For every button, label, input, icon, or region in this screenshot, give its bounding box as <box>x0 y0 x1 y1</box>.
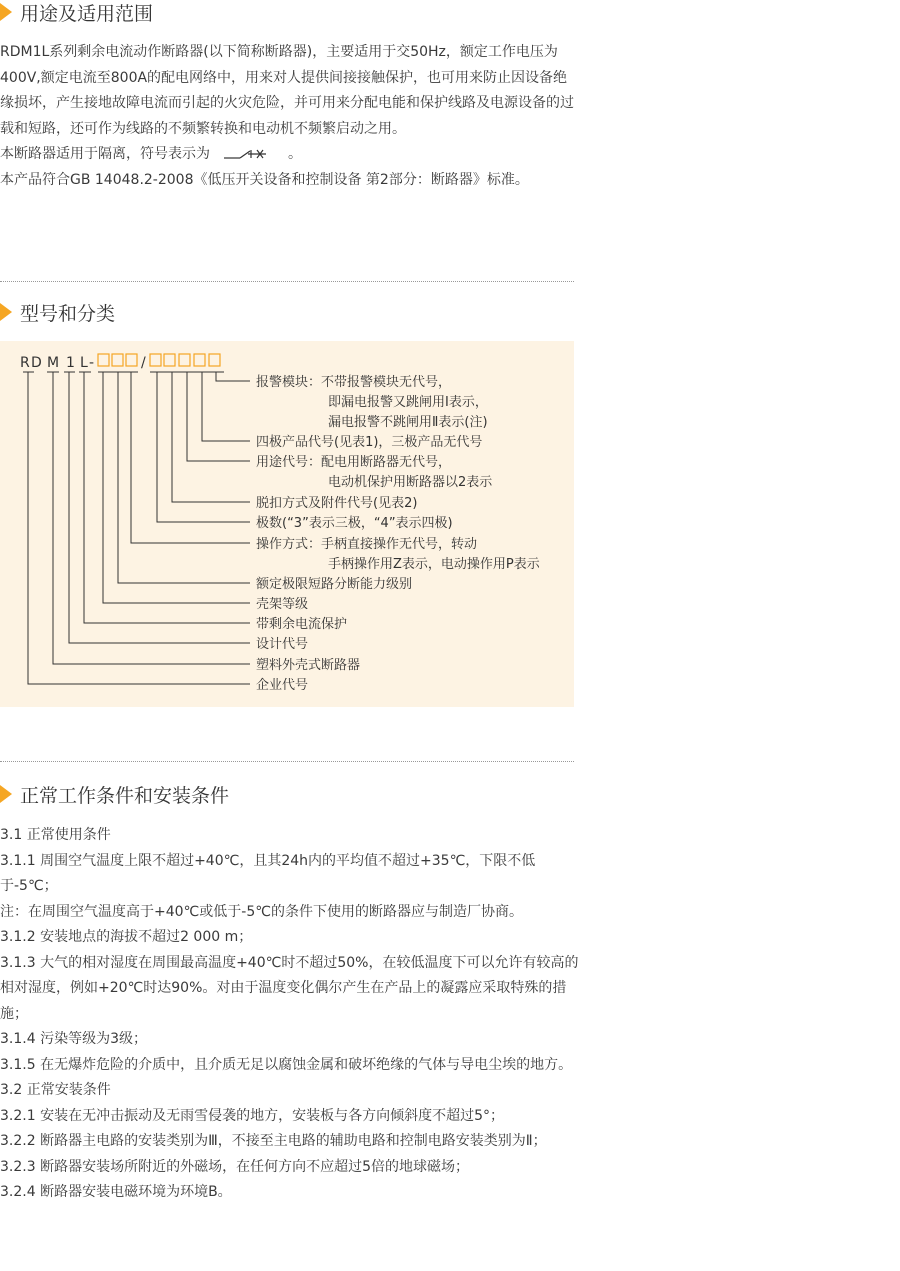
condition-line: 3.1.5 在无爆炸危险的介质中，且介质无足以腐蚀金属和破坏绝缘的气体与导电尘埃的地方。 <box>0 1056 573 1073</box>
label-operation: 操作方式：手柄直接操作无代号，转动 <box>256 537 478 552</box>
code-char-r: R <box>20 355 30 371</box>
scope-text <box>0 40 580 193</box>
scope-paragraph-3: 本产品符合GB 14048.2-2008《低压开关设备和控制设备 第2部分：断路器》标准。 <box>0 171 529 188</box>
condition-line: 注：在周围空气温度高于+40℃或低于-5℃的条件下使用的断路器应与制造厂协商。 <box>0 903 523 920</box>
code-char-l: L <box>80 355 88 371</box>
section-title: 正常工作条件和安装条件 <box>20 784 230 807</box>
section-header-conditions <box>0 780 229 808</box>
condition-line: 3.2.3 断路器安装场所附近的外磁场，在任何方向不应超过5倍的地球磁场； <box>0 1158 469 1175</box>
condition-line: 3.2.4 断路器安装电磁环境为环境B。 <box>0 1184 232 1200</box>
label-poles: 极数(“3”表示三极，“4”表示四极) <box>256 516 453 531</box>
arrow-marker-icon <box>0 3 12 21</box>
model-code-diagram <box>0 341 574 707</box>
label-use-code: 用途代号：配电用断路器无代号， <box>256 455 452 470</box>
label-breaking-capacity: 额定极限短路分断能力级别 <box>256 577 413 592</box>
condition-line: 3.1.1 周围空气温度上限不超过+40℃，且其24h内的平均值不超过+35℃，下限不低于-5℃； <box>0 852 536 894</box>
label-alarm-module-2: 即漏电报警又跳闸用Ⅰ表示， <box>328 395 488 410</box>
label-use-code-2: 电动机保护用断路器以2表示 <box>328 475 493 490</box>
code-char-m: M <box>47 355 60 371</box>
arrow-marker-icon <box>0 785 12 803</box>
conditions-text <box>0 823 580 1206</box>
label-alarm-module: 报警模块：不带报警模块无代号， <box>256 375 452 390</box>
isolation-symbol-icon <box>224 147 270 161</box>
code-char-d: D <box>31 355 42 371</box>
label-frame-size: 壳架等级 <box>256 597 309 612</box>
condition-line: 3.2.1 安装在无冲击振动及无雨雪侵袭的地方，安装板与各方向倾斜度不超过5°； <box>0 1107 504 1124</box>
label-four-pole-code: 四极产品代号(见表1)，三极产品无代号 <box>256 435 483 450</box>
code-char-1: 1 <box>66 355 75 371</box>
section-title: 用途及适用范围 <box>20 2 154 25</box>
condition-line: 3.2.2 断路器主电路的安装类别为Ⅲ，不接至主电路的辅助电路和控制电路安装类别为Ⅱ； <box>0 1133 547 1149</box>
model-diagram <box>0 341 574 707</box>
isolation-text: 本断路器适用于隔离，符号表示为 <box>0 146 210 162</box>
section-title: 型号和分类 <box>20 302 116 325</box>
label-alarm-module-3: 漏电报警不跳闸用Ⅱ表示(注) <box>328 415 488 430</box>
isolation-text-end: 。 <box>288 146 302 162</box>
code-placeholder-boxes <box>98 354 220 366</box>
section-header-scope <box>0 0 153 26</box>
scope-paragraph-1: RDM1L系列剩余电流动作断路器(以下简称断路器)，主要适用于交50Hz，额定工作电压为400V,额定电流至800A的配电网络中，用来对人提供间接接触保护，也可用来防止因设备绝缘损坏，产生接地故障电流而引起的火灾危险，并可用来分配电能和保护线路及电源设备的过载和短路，还可作为线路的不频繁转换和电动机不频繁启动之用。 <box>0 44 574 137</box>
label-design-code: 设计代号 <box>256 637 309 652</box>
scope-paragraph-2 <box>0 142 580 168</box>
arrow-marker-icon <box>0 303 12 321</box>
divider <box>0 761 574 762</box>
label-company-code: 企业代号 <box>256 678 309 693</box>
label-moulded-case: 塑料外壳式断路器 <box>256 658 361 673</box>
condition-line: 3.1.3 大气的相对湿度在周围最高温度+40℃时不超过50%，在较低温度下可以允许有较高的相对湿度，例如+20℃时达90%。对由于温度变化偶尔产生在产品上的凝露应采取特殊的措施； <box>0 954 579 1022</box>
condition-line: 3.1 正常使用条件 <box>0 827 111 843</box>
condition-line: 3.1.2 安装地点的海拔不超过2 000 m； <box>0 929 253 945</box>
label-operation-2: 手柄操作用Z表示，电动操作用P表示 <box>328 557 540 572</box>
divider <box>0 281 574 282</box>
label-trip-method: 脱扣方式及附件代号(见表2) <box>256 496 418 511</box>
code-dash: - <box>89 355 95 371</box>
label-residual-current: 带剩余电流保护 <box>256 617 348 632</box>
section-header-model <box>0 298 115 326</box>
condition-line: 3.2 正常安装条件 <box>0 1082 111 1098</box>
code-slash: / <box>141 355 146 371</box>
condition-line: 3.1.4 污染等级为3级； <box>0 1031 147 1047</box>
